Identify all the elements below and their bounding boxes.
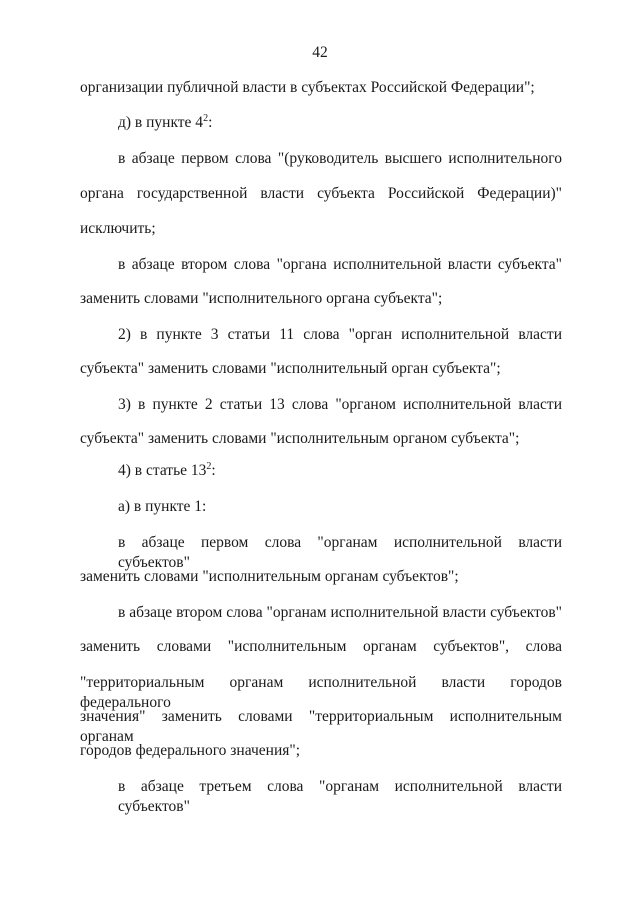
- text-line: исключить;: [80, 220, 156, 237]
- text-line: 3) в пункте 2 статьи 13 слова "органом исполнительной власти: [118, 396, 562, 413]
- superscript: 2: [203, 112, 209, 124]
- superscript: 2: [206, 460, 212, 472]
- text-line: "территориальным органам исполнительной власти городов федерального: [80, 674, 562, 711]
- text-fragment: 4) в статье 13: [118, 462, 207, 479]
- text-line: в абзаце первом слова "органам исполнительной власти субъектов": [118, 534, 562, 571]
- text-line: субъекта" заменить словами "исполнительный орган субъекта";: [80, 360, 501, 377]
- text-line: в абзаце втором слова "органа исполнительной власти субъекта": [118, 256, 562, 273]
- text-fragment: д) в пункте 4: [118, 114, 204, 131]
- text-line: [118, 113, 212, 133]
- text-fragment: :: [211, 462, 216, 479]
- text-line: заменить словами "исполнительным органам субъектов", слова: [80, 638, 562, 655]
- text-fragment: :: [208, 114, 213, 131]
- text-line: а) в пункте 1:: [118, 498, 207, 515]
- text-line: субъекта" заменить словами "исполнительным органом субъекта";: [80, 430, 520, 447]
- text-line: в абзаце первом слова "(руководитель высшего исполнительного: [118, 150, 562, 167]
- text-line: заменить словами "исполнительным органам субъектов";: [80, 568, 459, 585]
- text-line: в абзаце втором слова "органам исполнительной власти субъектов": [118, 604, 562, 621]
- text-line: 2) в пункте 3 статьи 11 слова "орган исполнительной власти: [118, 326, 562, 343]
- text-line: [118, 461, 216, 481]
- text-line: значения" заменить словами "территориальным исполнительным органам: [80, 708, 562, 745]
- page-number: 42: [312, 44, 328, 61]
- text-line: заменить словами "исполнительного органа субъекта";: [80, 290, 443, 307]
- text-line: городов федерального значения";: [80, 742, 301, 759]
- text-line: в абзаце третьем слова "органам исполнительной власти субъектов": [118, 778, 562, 815]
- text-line: органа государственной власти субъекта Российской Федерации)": [80, 185, 562, 202]
- text-line: организации публичной власти в субъектах Российской Федерации";: [80, 79, 535, 96]
